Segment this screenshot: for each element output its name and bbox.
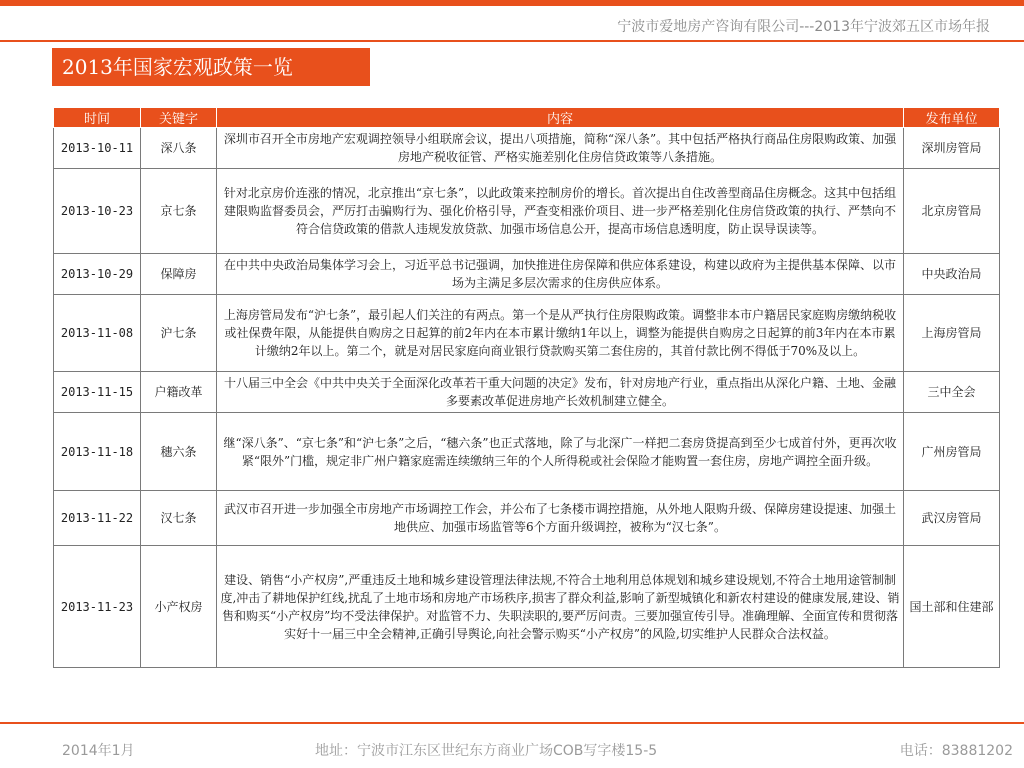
cell-keyword: 穗六条	[141, 413, 217, 491]
cell-date: 2013-11-15	[54, 372, 141, 413]
cell-publisher: 上海房管局	[904, 295, 1000, 372]
table-row	[54, 295, 1000, 372]
table-row	[54, 128, 1000, 169]
cell-keyword: 沪七条	[141, 295, 217, 372]
table-row	[54, 491, 1000, 546]
footer-divider	[0, 722, 1024, 724]
table-row	[54, 546, 1000, 668]
table-header-row	[54, 108, 1000, 128]
footer-phone: 电话：83881202	[899, 743, 1013, 759]
cell-publisher: 北京房管局	[904, 169, 1000, 254]
cell-keyword: 户籍改革	[141, 372, 217, 413]
cell-date: 2013-11-08	[54, 295, 141, 372]
policy-table	[53, 107, 1000, 668]
cell-content: 武汉市召开进一步加强全市房地产市场调控工作会，并公布了七条楼市调控措施，从外地人限购升级、保障房建设提速、加强土地供应、加强市场监管等6个方面升级调控，被称为“汉七条”。	[217, 491, 904, 546]
column-header-date: 时间	[54, 108, 141, 128]
cell-publisher: 广州房管局	[904, 413, 1000, 491]
cell-keyword: 深八条	[141, 128, 217, 169]
cell-content: 上海房管局发布“沪七条”，最引起人们关注的有两点。第一个是从严执行住房限购政策。调整非本市户籍居民家庭购房缴纳税收或社保费年限，从能提供自购房之日起算的前2年内在本市累计缴纳1年以上，调整为能提供自购房之日起算的前3年内在本市累计缴纳2年以上。第二个，就是对居民家庭向商业银行贷款购买第二套住房的，其首付款比例不得低于70%及以上。	[217, 295, 904, 372]
header-divider	[0, 40, 1024, 42]
cell-date: 2013-11-23	[54, 546, 141, 668]
cell-date: 2013-11-18	[54, 413, 141, 491]
cell-publisher: 三中全会	[904, 372, 1000, 413]
cell-publisher: 中央政治局	[904, 254, 1000, 295]
cell-date: 2013-10-23	[54, 169, 141, 254]
cell-content: 针对北京房价连涨的情况，北京推出“京七条”，以此政策来控制房价的增长。首次提出自住改善型商品住房概念。这其中包括组建限购监督委员会，严厉打击骗购行为、强化价格引导，严查变相涨价项目、进一步严格差别化住房信贷政策的执行、严禁向不符合信贷政策的借款人违规发放贷款、加强市场信息公开，提高市场信息透明度，防止误导误读等。	[217, 169, 904, 254]
column-header-keyword: 关键字	[141, 108, 217, 128]
cell-date: 2013-10-11	[54, 128, 141, 169]
column-header-content: 内容	[217, 108, 904, 128]
cell-publisher: 武汉房管局	[904, 491, 1000, 546]
cell-keyword: 保障房	[141, 254, 217, 295]
cell-keyword: 京七条	[141, 169, 217, 254]
table-row	[54, 372, 1000, 413]
cell-keyword: 汉七条	[141, 491, 217, 546]
table-row	[54, 254, 1000, 295]
footer-address: 地址：宁波市江东区世纪东方商业广场COB写字楼15-5	[315, 743, 658, 759]
header-company: 宁波市爱地房产咨询有限公司---2013年宁波郊五区市场年报	[617, 19, 990, 35]
cell-date: 2013-10-29	[54, 254, 141, 295]
cell-date: 2013-11-22	[54, 491, 141, 546]
section-title: 2013年国家宏观政策一览	[52, 48, 370, 86]
top-accent-bar	[0, 0, 1024, 6]
cell-keyword: 小产权房	[141, 546, 217, 668]
table-row	[54, 169, 1000, 254]
cell-publisher: 深圳房管局	[904, 128, 1000, 169]
cell-content: 建设、销售“小产权房”,严重违反土地和城乡建设管理法律法规,不符合土地利用总体规划和城乡建设规划,不符合土地用途管制制度,冲击了耕地保护红线,扰乱了土地市场和房地产市场秩序,损害了群众利益,影响了新型城镇化和新农村建设的健康发展,建设、销售和购买“小产权房”均不受法律保护。对监管不力、失职渎职的,要严厉问责。三要加强宣传引导。准确理解、全面宣传和贯彻落实好十一届三中全会精神,正确引导舆论,向社会警示购买“小产权房”的风险,切实维护人民群众合法权益。	[217, 546, 904, 668]
cell-content: 深圳市召开全市房地产宏观调控领导小组联席会议，提出八项措施，简称“深八条”。其中包括严格执行商品住房限购政策、加强房地产税收征管、严格实施差别化住房信贷政策等八条措施。	[217, 128, 904, 169]
cell-content: 继“深八条”、“京七条”和“沪七条”之后，“穗六条”也正式落地，除了与北深广一样把二套房贷提高到至少七成首付外，更再次收紧“限外”门槛，规定非广州户籍家庭需连续缴纳三年的个人所得税或社会保险才能购置一套住房，房地产调控全面升级。	[217, 413, 904, 491]
footer-date: 2014年1月	[62, 743, 135, 759]
cell-content: 十八届三中全会《中共中央关于全面深化改革若干重大问题的决定》发布，针对房地产行业，重点指出从深化户籍、土地、金融多要素改革促进房地产长效机制建立健全。	[217, 372, 904, 413]
column-header-publisher: 发布单位	[904, 108, 1000, 128]
cell-publisher: 国土部和住建部	[904, 546, 1000, 668]
table-row	[54, 413, 1000, 491]
cell-content: 在中共中央政治局集体学习会上，习近平总书记强调，加快推进住房保障和供应体系建设，构建以政府为主提供基本保障、以市场为主满足多层次需求的住房供应体系。	[217, 254, 904, 295]
